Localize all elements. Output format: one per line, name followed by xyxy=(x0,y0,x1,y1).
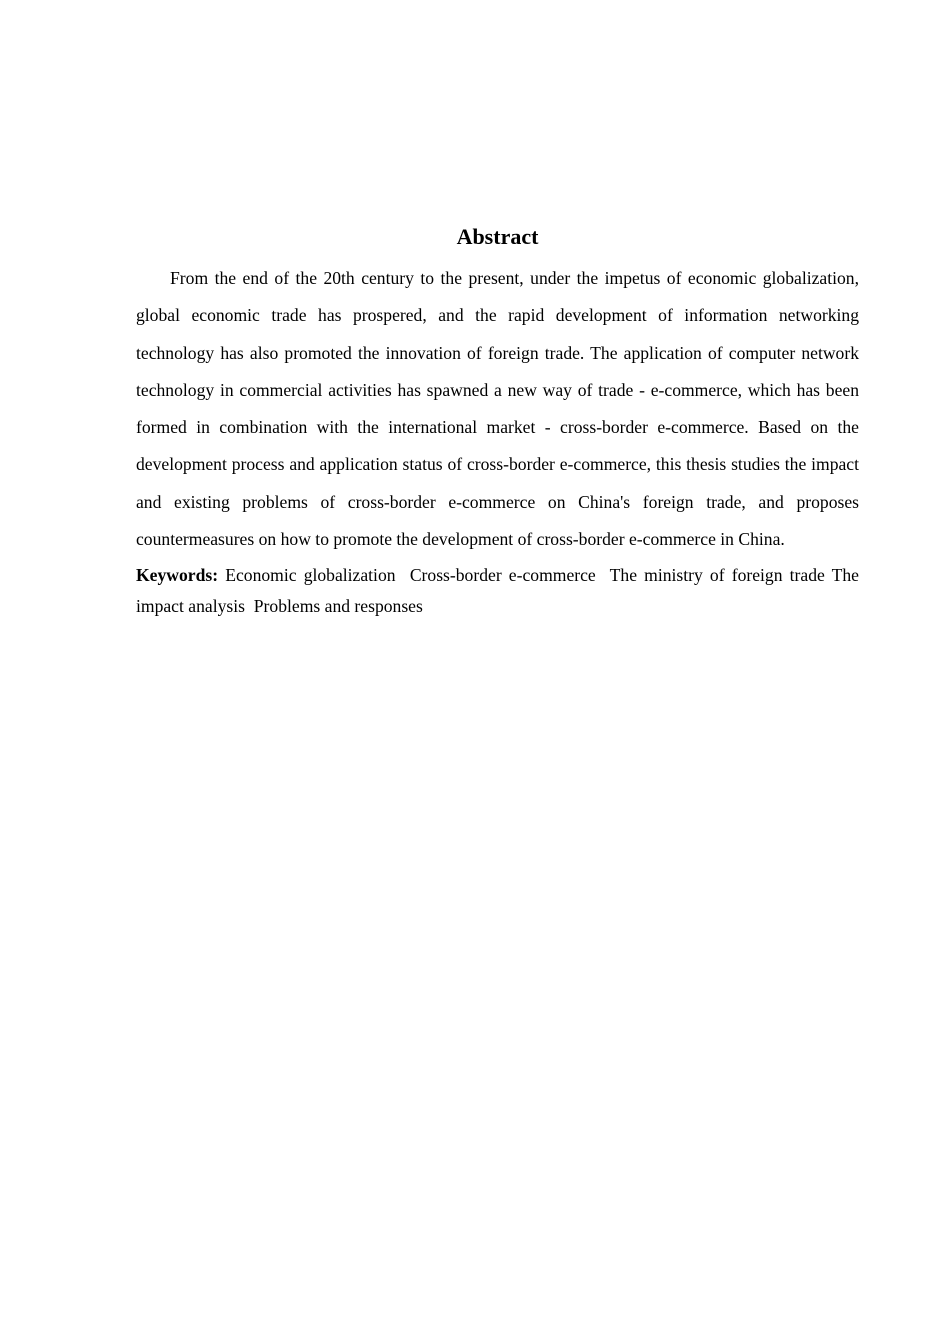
keyword-item: Problems and responses xyxy=(253,596,423,617)
keyword-item: Cross-border e-commerce xyxy=(409,565,596,586)
keyword-item: The impact analysis xyxy=(136,565,859,617)
abstract-body: From the end of the 20th century to the present, under the impetus of economic globalization, global economic trade has prospered, and the rapid development of information networking technology has also promoted the innovation of foreign trade. The application of computer network technology in commercial activities has spawned a new way of trade - e-commerce, which has been formed in combination with the international market - cross-border e-commerce. Based on the development process and application status of cross-border e-commerce, this thesis studies the impact and existing problems of cross-border e-commerce on China's foreign trade, and proposes countermeasures on how to promote the development of cross-border e-commerce in China. xyxy=(136,268,859,550)
keyword-item: Economic globalization xyxy=(225,565,396,586)
abstract-section xyxy=(136,220,859,622)
keywords-label: Keywords: xyxy=(136,565,219,586)
keyword-item: The ministry of foreign trade xyxy=(609,565,825,586)
keywords-line xyxy=(136,560,859,622)
abstract-title: Abstract xyxy=(456,224,539,249)
